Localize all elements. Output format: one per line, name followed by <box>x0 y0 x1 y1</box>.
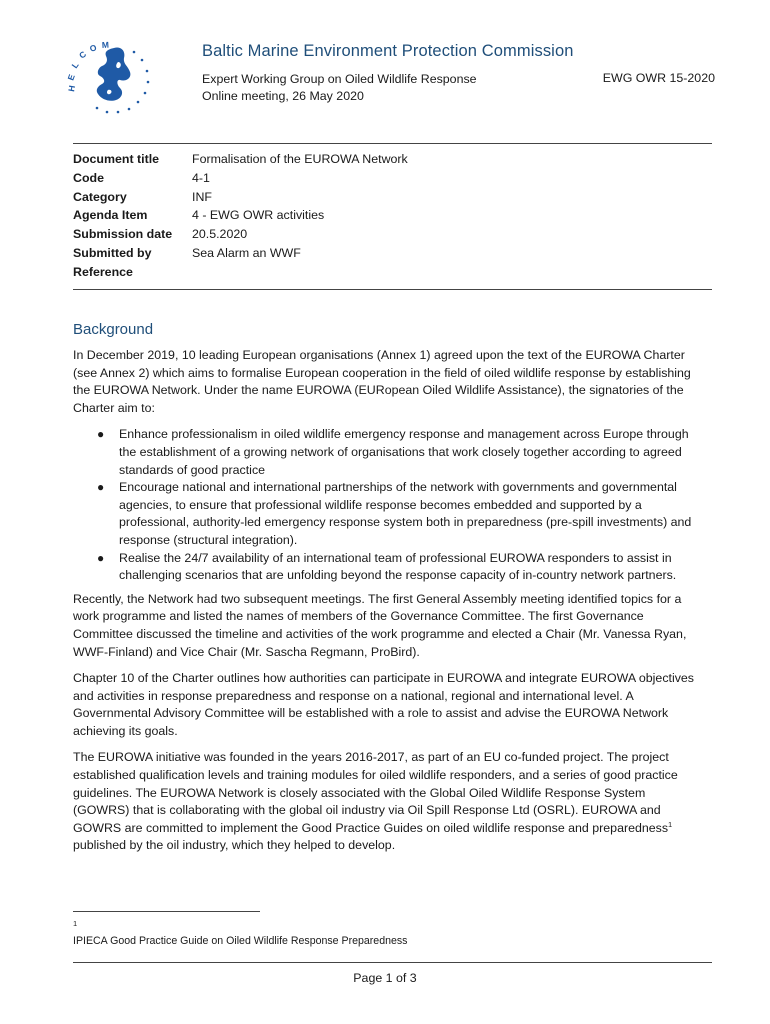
document-code: EWG OWR 15-2020 <box>602 71 715 85</box>
meta-row <box>73 169 408 188</box>
aims-list <box>73 426 695 584</box>
meta-divider <box>73 289 712 290</box>
meta-key: Category <box>73 189 127 204</box>
meeting-info <box>202 71 477 105</box>
document-meta-table <box>73 150 408 282</box>
bullet-icon: ● <box>97 550 105 565</box>
footnote-text: IPIECA Good Practice Guide on Oiled Wildlife Response Preparedness <box>73 935 408 947</box>
meta-key: Agenda Item <box>73 208 148 223</box>
bullet-icon: ● <box>97 480 105 495</box>
section-heading: Background <box>73 321 154 338</box>
meta-key: Document title <box>73 152 160 166</box>
svg-text:H: H <box>66 84 78 93</box>
meta-row <box>73 206 408 225</box>
meta-value: INF <box>192 189 212 204</box>
list-item-text: Enhance professionalism in oiled wildlife emergency response and management across Europe through the establishment of a growing network of organisations that work closely together according to agreed standards of good practice <box>119 427 689 477</box>
section-body <box>73 347 695 864</box>
intro-paragraph: In December 2019, 10 leading European organisations (Annex 1) agreed upon the text of the EUROWA Charter (see Annex 2) which aims to formalise European cooperation in the field of oiled wildlife response by establishing the EUROWA Network. Under the name EUROWA (EURopean Oiled Wildlife Assistance), the signatories of the Charter aim to: <box>73 348 691 415</box>
meta-row <box>73 263 408 282</box>
meta-value: 4 - EWG OWR activities <box>192 208 325 223</box>
bullet-icon: ● <box>97 427 105 442</box>
list-item-text: Encourage national and international partnerships of the network with governments and governmental agencies, to ensure that professional wildlife response becomes embedded and supported by a professional, authority-led emergency response system both in preparedness (pre-spill investments) and response (structural integration). <box>119 480 692 547</box>
meta-value: 20.5.2020 <box>192 227 248 242</box>
page-number: Page 1 of 3 <box>353 971 417 985</box>
svg-text:E: E <box>65 72 77 82</box>
list-item <box>97 550 695 585</box>
meta-row <box>73 150 408 169</box>
meta-key: Reference <box>73 264 133 279</box>
footnote-reference[interactable]: 1 <box>668 819 673 829</box>
list-item-text: Realise the 24/7 availability of an international team of professional EUROWA responders to assist in challenging scenarios that are unfolding beyond the response capacity of in-country network partners. <box>119 550 677 583</box>
paragraph-history-end: published by the oil industry, which they helped to develop. <box>73 838 396 853</box>
paragraph-history <box>73 749 695 855</box>
meta-row <box>73 244 408 263</box>
meta-key: Code <box>73 170 104 185</box>
org-title: Baltic Marine Environment Protection Commission <box>202 42 574 60</box>
meta-row <box>73 188 408 207</box>
meeting-date-line: Online meeting, 26 May 2020 <box>202 89 364 103</box>
svg-text:M: M <box>101 39 110 50</box>
svg-text:C: C <box>77 48 89 61</box>
header-divider <box>73 143 712 144</box>
meta-row <box>73 225 408 244</box>
svg-text:O: O <box>88 42 98 54</box>
footer-divider <box>73 962 712 963</box>
paragraph-meetings: Recently, the Network had two subsequent meetings. The first General Assembly meeting identified topics for a work programme and listed the names of members of the Governance Committee. The first Governance Committee discussed the timeline and activities of the work programme and elected a Chair (Mr. Vanessa Ryan, WWF-Finland) and Vice Chair (Mr. Sascha Regmann, ProBird). <box>73 591 687 659</box>
meta-key: Submission date <box>73 227 173 242</box>
meta-value: Formalisation of the EUROWA Network <box>192 152 408 166</box>
footnote-rule <box>73 911 260 912</box>
svg-text:L: L <box>69 60 81 71</box>
meta-key: Submitted by <box>73 245 152 260</box>
list-item <box>97 426 695 479</box>
meta-value: Sea Alarm an WWF <box>192 245 301 260</box>
list-item <box>97 479 695 549</box>
helcom-logo-icon <box>65 38 154 116</box>
meta-value: 4-1 <box>192 170 210 185</box>
meeting-group-line: Expert Working Group on Oiled Wildlife Response <box>202 72 477 86</box>
paragraph-history-text: The EUROWA initiative was founded in the years 2016-2017, as part of an EU co-funded project. The project established qualification levels and training modules for oiled wildlife responders, and a series of good practice guidelines. The EUROWA Network is closely associated with the Global Oiled Wildlife Response System (GOWRS) that is collaborating with the global oil industry via Oil Spill Response Ltd (OSRL). EUROWA and GOWRS are committed to implement the Good Practice Guides on oiled wildlife response and preparedness <box>73 750 678 835</box>
paragraph-chapter10: Chapter 10 of the Charter outlines how authorities can participate in EUROWA and integrate EUROWA objectives and activities in response preparedness and response on a national, regional and international level. A Governmental Advisory Committee will be established with a role to assist and advise the EUROWA Network achieving its goals. <box>73 671 694 738</box>
footnote-mark: 1 <box>73 919 78 928</box>
